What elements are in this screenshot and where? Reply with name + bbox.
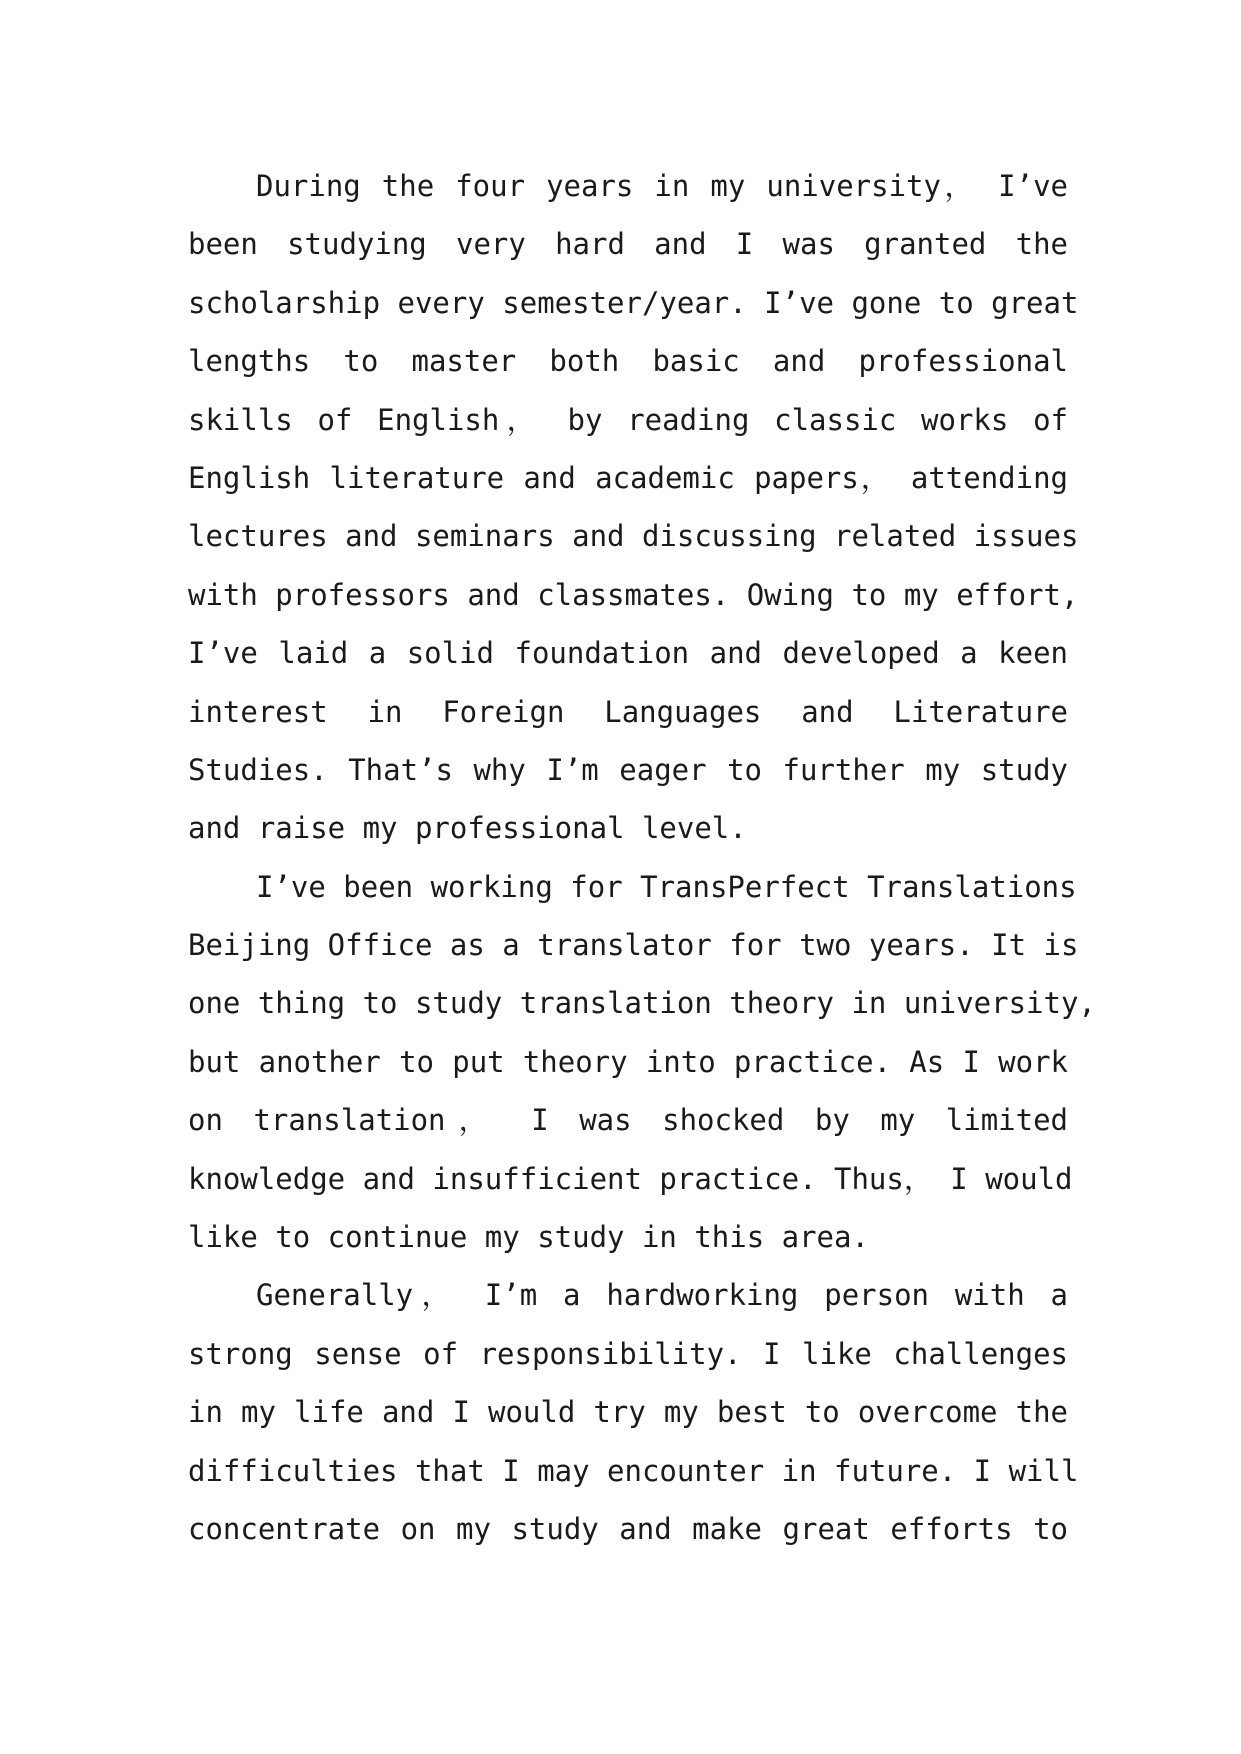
text-line: in my life and I would try my best to overcome the [188,1395,1068,1430]
text-line: been studying very hard and I was granted the [188,227,1068,262]
paragraph-1 [188,157,1079,858]
text-line: Generally， I’m a hardworking person with a [256,1278,1068,1313]
paragraph-3 [188,1266,1079,1558]
text-line: with professors and classmates. Owing to my effort, [188,577,1079,612]
text-line: knowledge and insufficient practice. Thus， I would [188,1161,1073,1196]
text-line: English literature and academic papers， attending [188,460,1068,495]
text-line: but another to put theory into practice. As I work [188,1044,1068,1079]
paragraph-2 [188,858,1096,1267]
text-line: one thing to study translation theory in university, [188,986,1096,1021]
text-line: I’ve been working for TransPerfect Translations [256,869,1077,904]
text-line: Beijing Office as a translator for two years. It is [188,928,1079,963]
text-line: interest in Foreign Languages and Literature [188,694,1068,729]
text-line: on translation， I was shocked by my limited [188,1103,1068,1138]
text-line: Studies. That’s why I’m eager to further my study [188,752,1068,787]
text-line: like to continue my study in this area. [188,1220,869,1255]
body-text [188,157,1096,1558]
text-line: difficulties that I may encounter in future. I will [188,1453,1079,1488]
text-line: During the four years in my university， I’ve [256,169,1068,203]
text-line: strong sense of responsibility. I like challenges [188,1336,1068,1371]
text-line: lengths to master both basic and professional [188,344,1068,379]
text-line: concentrate on my study and make great efforts to [188,1511,1068,1546]
text-line: and raise my professional level. [188,811,747,846]
text-line: I’ve laid a solid foundation and developed a keen [188,636,1068,671]
text-line: scholarship every semester/year. I’ve gone to great [188,285,1079,320]
text-line: lectures and seminars and discussing related issues [188,519,1079,554]
text-line: skills of English， by reading classic works of [188,402,1068,437]
